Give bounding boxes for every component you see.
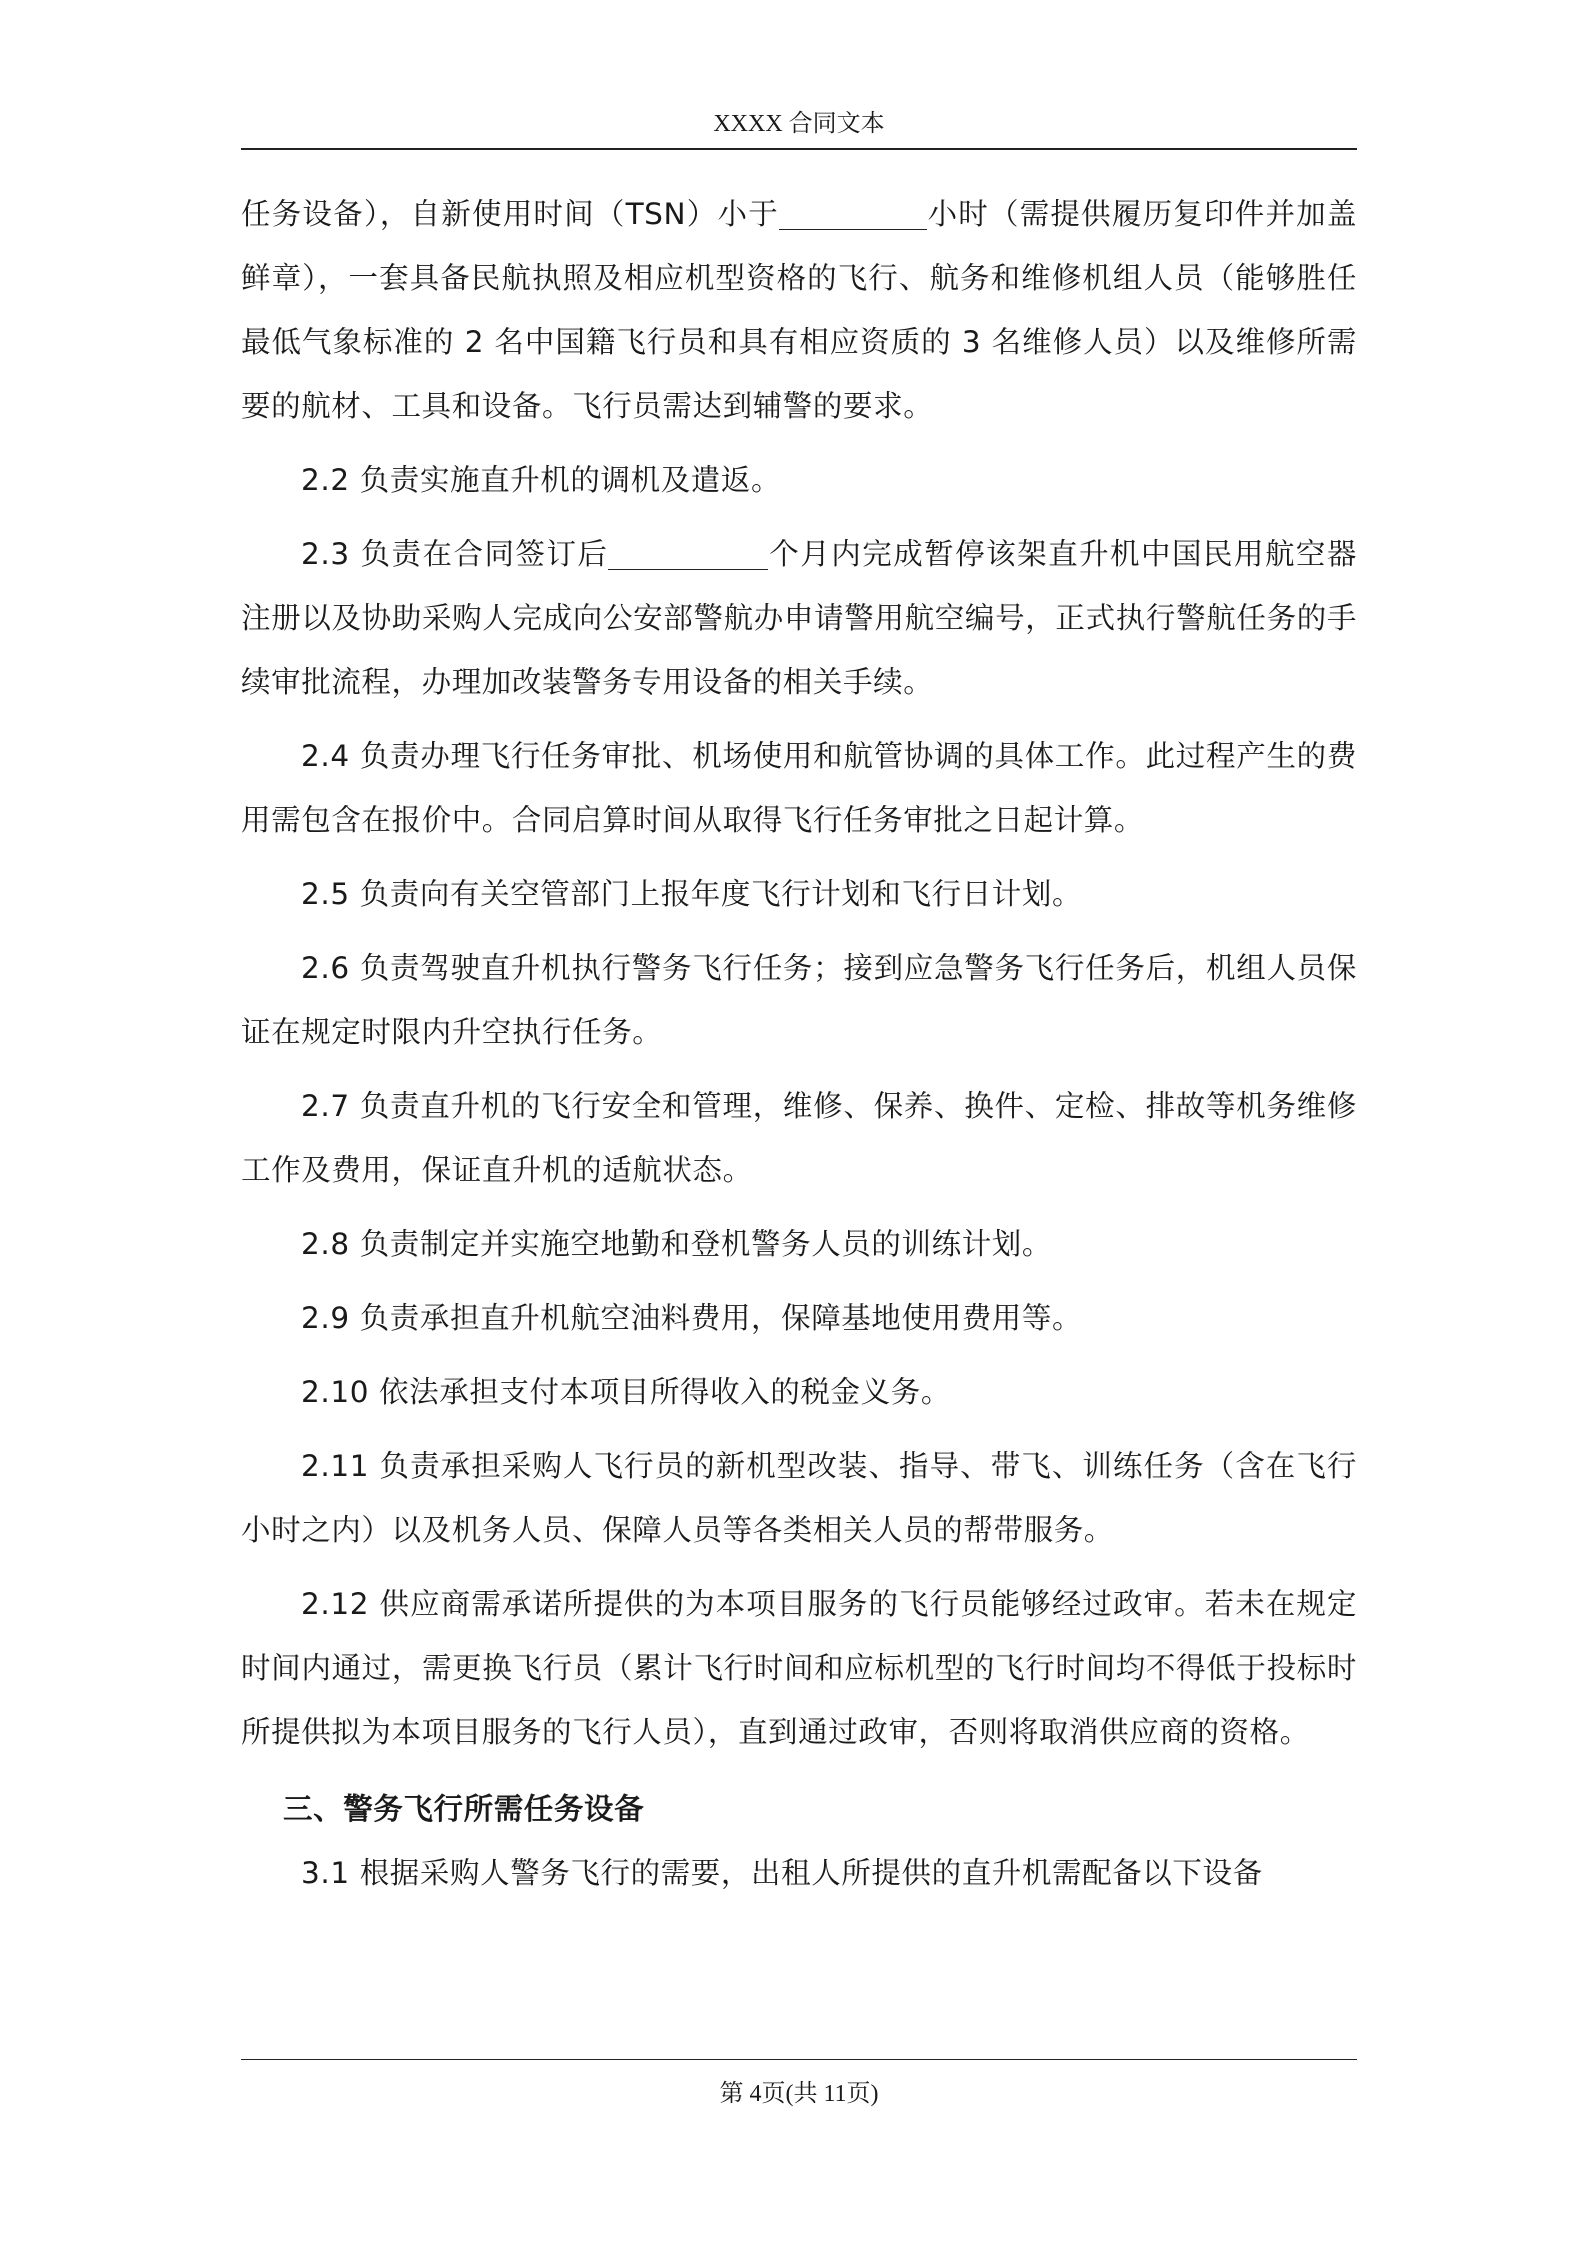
section-3-heading: 三、警务飞行所需任务设备 bbox=[283, 1792, 645, 1826]
page-number: 第 4页(共 11页) bbox=[719, 2081, 879, 2107]
clause-2-7: 2.7 负责直升机的飞行安全和管理，维修、保养、换件、定检、排故等机务维修工作及费用，保证直升机的适航状态。 bbox=[241, 1089, 1357, 1187]
clause-2-3 bbox=[241, 522, 1357, 714]
clause-2-4: 2.4 负责办理飞行任务审批、机场使用和航管协调的具体工作。此过程产生的费用需包含在报价中。合同启算时间从取得飞行任务审批之日起计算。 bbox=[241, 739, 1357, 837]
tsn-hours-blank[interactable] bbox=[779, 195, 927, 230]
paragraph-text: 小时（需提供履历复印件并加 bbox=[926, 197, 1327, 231]
clause-3-1: 3.1 根据采购人警务飞行的需要，出租人所提供的直升机需配备以下设备 bbox=[301, 1856, 1263, 1890]
clause-text: 个月内完成暂停该架直升机中国民用航空器注册以及协助采购人完成向公安部警航办申请警用航空编号，正式执行警航任务的手续审批流程，办理加改装警务专用设备的相关手续。 bbox=[241, 537, 1357, 699]
header-divider bbox=[241, 148, 1357, 150]
clause-2-5: 2.5 负责向有关空管部门上报年度飞行计划和飞行日计划。 bbox=[301, 877, 1083, 911]
paragraph-text: 盖鲜章），一套具备民航执照及相应机型资格的飞行、航务和维修机组人员（能够胜任最低气象标准的 2 名中国籍飞行员和具有相应资质的 3 名维修人员）以及维修所需要的航材、工具和设备。飞行员需达到辅警的要求。 bbox=[241, 197, 1357, 423]
clause-2-9: 2.9 负责承担直升机航空油料费用，保障基地使用费用等。 bbox=[301, 1301, 1083, 1335]
clause-2-6: 2.6 负责驾驶直升机执行警务飞行任务；接到应急警务飞行任务后，机组人员保证在规定时限内升空执行任务。 bbox=[241, 951, 1357, 1049]
clause-2-10: 2.10 依法承担支付本项目所得收入的税金义务。 bbox=[301, 1375, 951, 1409]
document-body bbox=[241, 182, 1357, 1905]
document-header: XXXX 合同文本 bbox=[713, 111, 885, 137]
months-blank[interactable] bbox=[608, 535, 768, 570]
clause-2-11: 2.11 负责承担采购人飞行员的新机型改装、指导、带飞、训练任务（含在飞行小时之内）以及机务人员、保障人员等各类相关人员的帮带服务。 bbox=[241, 1449, 1357, 1547]
footer-divider bbox=[241, 2059, 1357, 2060]
paragraph-text: 任务设备），自新使用时间（TSN）小于 bbox=[241, 197, 779, 231]
paragraph-continuation bbox=[241, 182, 1357, 438]
clause-2-8: 2.8 负责制定并实施空地勤和登机警务人员的训练计划。 bbox=[301, 1227, 1052, 1261]
clause-2-12: 2.12 供应商需承诺所提供的为本项目服务的飞行员能够经过政审。若未在规定时间内通过，需更换飞行员（累计飞行时间和应标机型的飞行时间均不得低于投标时所提供拟为本项目服务的飞行人员），直到通过政审，否则将取消供应商的资格。 bbox=[241, 1587, 1357, 1749]
clause-text: 2.3 负责在合同签订后 bbox=[301, 537, 609, 571]
clause-2-2: 2.2 负责实施直升机的调机及遣返。 bbox=[301, 463, 782, 497]
